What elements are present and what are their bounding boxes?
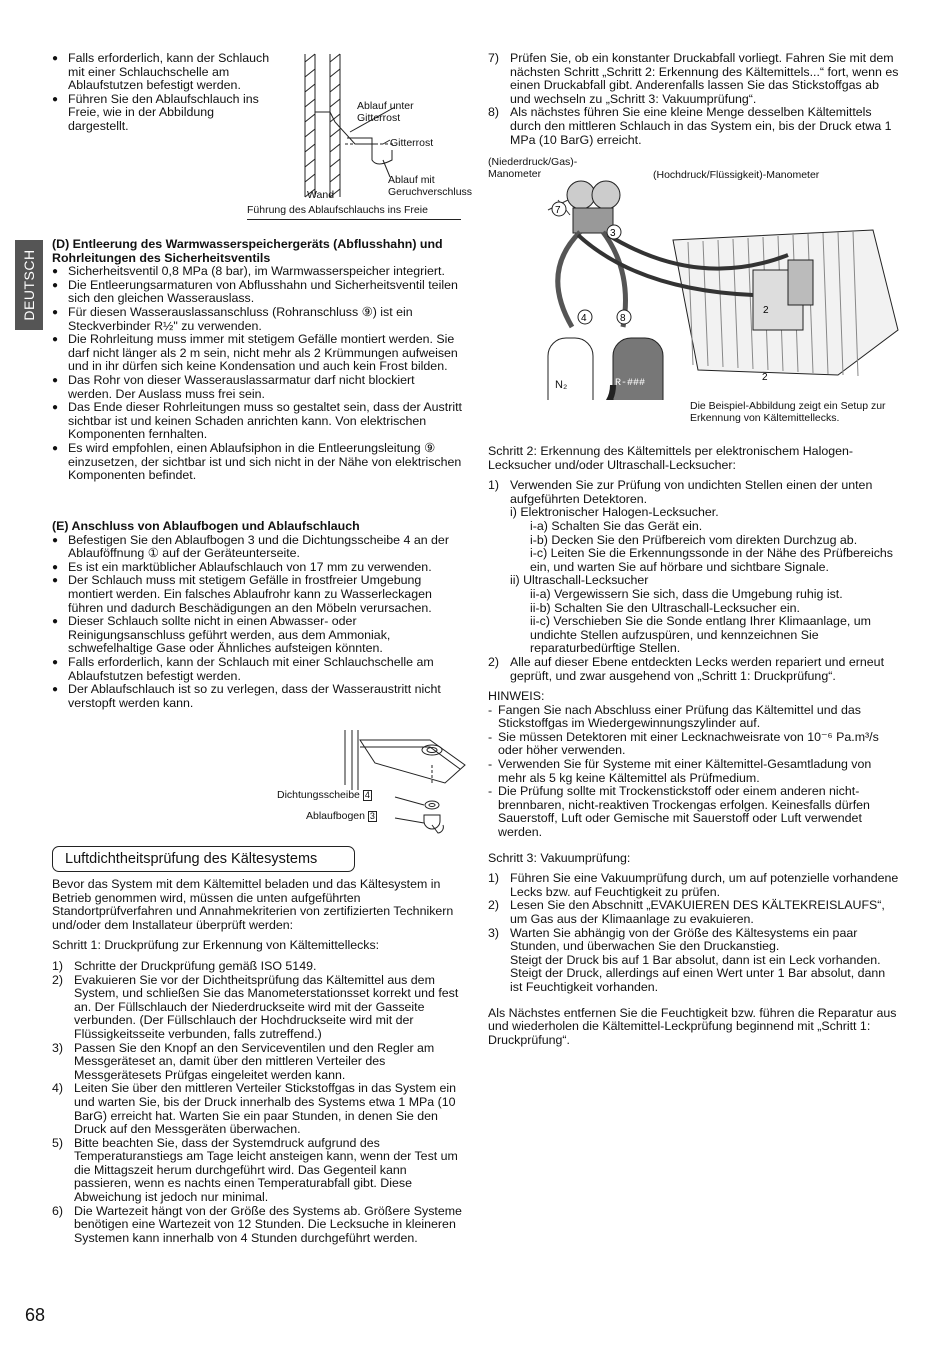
detector-ii-c: ii-c) Verschieben Sie die Sonde entlang Ihrer Klimaanlage, um undichte Stellen aufzuspüren, und kennzeichnen Sie reparaturbedürftige Stellen. — [530, 614, 871, 656]
item-text: Evakuieren Sie vor der Dichtheitsprüfung das Kältemittel aus dem System, und schließen Sie das Manometerstationsset korrekt und fest an. Der Füllschlauch der Niederdruckseite wird mit der Gasseite verbunden. (Der Füllschlauch der Hochdruckseite wird mit der Flüssigkeitsseite verbunden, falls zutreffend.) — [74, 972, 459, 1041]
list-item: ● Der Schlauch muss mit stetigem Gefälle in frostfreier Umgebung montiert werden. Ein falsches Ablaufrohr kann zu Wasserleckagen führen und dadurch Beschädigungen an den Möbeln verursachen. — [52, 574, 462, 615]
list-item: ● Falls erforderlich, kann der Schlauch mit einer Schlauchschelle am Ablaufstutzen befestigt werden. — [52, 656, 462, 683]
list-item: ● Dieser Schlauch sollte nicht in einen Abwasser- oder Reinigungsanschluss geführt werden, aus dem Ammoniak, schwefelhaltige Gase oder Ähnliches aufsteigen könnten. — [52, 615, 462, 656]
item-number: 2) — [488, 654, 500, 669]
fig2-label-ablaufbogen-text: Ablaufbogen — [306, 810, 365, 822]
list-item: ● Es ist ein marktüblicher Ablaufschlauch von 17 mm zu verwenden. — [52, 561, 462, 575]
list-item — [488, 872, 900, 899]
fig3-caption: Die Beispiel-Abbildung zeigt ein Setup zur Erkennung von Kältemittellecks. — [690, 400, 886, 424]
item-number: 3) — [52, 1040, 64, 1055]
item-text: Führen Sie eine Vakuumprüfung durch, um auf potenzielle vorhandene Lecks bzw. auf Feuchtigkeit zu prüfen. — [510, 871, 899, 899]
fig1-caption-rule — [247, 219, 461, 220]
list-item: ● Sicherheitsventil 0,8 MPa (8 bar), im Warmwasserspeicher integriert. — [52, 265, 462, 279]
list-item: ● Befestigen Sie den Ablaufbogen 3 und die Dichtungsscheibe 4 an der Ablauföffnung ① auf der Geräteunterseite. — [52, 534, 462, 561]
fig1-caption: Führung des Ablaufschlauchs ins Freie — [247, 204, 428, 216]
item-text: Warten Sie abhängig von der Größe des Kältesystems ein paar Stunden, und überwachen Sie den Druckanstieg. — [510, 925, 858, 954]
list-item: ● Es wird empfohlen, einen Ablaufsiphon in die Entleerungsleitung ⑨ einzusetzen, der sichtbar ist und sich nicht in der Nähe von elektrischen Komponenten befindet. — [52, 442, 462, 483]
list-item: ● Das Ende dieser Rohrleitungen muss so gestaltet sein, dass der Austritt sichtbar ist und keinen Schaden anrichten kann. Von elektrischen Komponenten fernhalten. — [52, 401, 462, 442]
item-text: Schritte der Druckprüfung gemäß ISO 5149. — [74, 958, 317, 973]
item-number: 3) — [488, 925, 500, 940]
fig1-label-wand: Wand — [307, 189, 335, 201]
list-item — [488, 479, 900, 656]
left-bottom-text — [52, 878, 462, 1245]
item-text: Die Wartezeit hängt von der Größe des Systems ab. Größere Systeme benötigen eine Wartezeit von 12 Stunden. Die Lecksuche in kleineren Systemen kann innerhalb von 4 Stunden durchgeführt werden. — [74, 1203, 462, 1245]
fig2-num-ablaufbogen: 3 — [369, 811, 375, 821]
detector-ii-b: ii-b) Schalten Sie den Ultraschall-Lecksucher ein. — [530, 600, 800, 615]
fig3-num4: 4 — [581, 313, 587, 324]
list-item — [488, 899, 900, 926]
list-item: ● Der Ablaufschlauch ist so zu verlegen, dass der Wasseraustritt nicht verstopft werden kann. — [52, 683, 462, 710]
closing-paragraph: Als Nächstes entfernen Sie die Feuchtigkeit bzw. führen die Reparatur aus und wiederholen die Kältemittel-Leckprüfung beginnend mit „Schritt 1: Druckprüfung“. — [488, 1005, 897, 1047]
intro-paragraph: Bevor das System mit dem Kältemittel beladen und das Kältesystem in Betrieb genommen wird, müssen die unten aufgeführten Standortprüfverfahren und Annahmekriterien von zertifizierten Technikern und/oder dem Installateur überprüft werden: — [52, 877, 454, 932]
step3-note1: Steigt der Druck bis auf 1 Bar absolut, dann ist ein Leck vorhanden. — [510, 952, 881, 967]
detector-i-c: i-c) Leiten Sie die Erkennungssonde in der Nähe des Prüfbereichs ein, und warten Sie auf hörbare und sichtbare Signale. — [530, 546, 893, 574]
right-top-list — [488, 52, 900, 147]
list-item — [488, 52, 900, 106]
item-text: Leiten Sie über den mittleren Verteiler Stickstoffgas in das System ein und warten Sie, bis der Druck innerhalb des Systems etwa 1 MPa (10 BarG) erreicht hat. Warten Sie ein paar Stunden, in denen Sie den Druck auf den Messgeräten überwachen. — [74, 1081, 457, 1137]
list-item — [52, 960, 462, 974]
item-text: Lesen Sie den Abschnitt „EVAKUIEREN DES KÄLTEKREISLAUFS“, um Gas aus der Klimaanlage zu evakuieren. — [510, 898, 885, 926]
list-item: - Verwenden Sie für Systeme mit einer Kältemittel-Gesamtladung von mehr als 5 kg keine Kältemittel als Prüfmedium. — [488, 758, 900, 785]
list-item — [52, 1042, 462, 1083]
hinweis-title: HINWEIS: — [488, 689, 545, 704]
item-number: 1) — [488, 478, 500, 493]
list-item — [488, 106, 900, 147]
item-text: Passen Sie den Knopf an den Serviceventilen und den Regler am Messgeräteset an, damit über den mittleren Verteiler des Messgerätesets Prüfgas eingeleitet werden kann. — [74, 1040, 435, 1082]
item-number: 5) — [52, 1135, 64, 1150]
fig3-num2b: 2 — [762, 372, 768, 383]
item-text: Prüfen Sie, ob ein konstanter Druckabfall vorliegt. Fahren Sie mit dem nächsten Schritt „Schritt 2: Erkennung des Kältemittels...“ fort, wenn es einen Druckabfall gibt. Anderenfalls lassen Sie das Stickstoffgas ab und wechseln zu „Schritt 3: Vakuumprüfung“. — [510, 51, 899, 106]
list-item: ● Falls erforderlich, kann der Schlauch mit einer Schlauchschelle am Ablaufstutzen befestigt werden. — [52, 52, 277, 93]
list-item: ● Die Entleerungsarmaturen von Abflusshahn und Sicherheitsventil teilen sich den gleichen Wasserauslass. — [52, 279, 462, 306]
list-item: ● Die Rohrleitung muss immer mit stetigem Gefälle montiert werden. Sie darf nicht länger als 2 m sein, nicht mehr als 2 Krümmungen aufweisen und in ihr dürfen sich keine Kondensation und auch kein Frost bilden. — [52, 333, 462, 374]
fig3-num2a: 2 — [763, 305, 769, 316]
section-e — [52, 520, 462, 710]
section-e-title: (E) Anschluss von Ablaufbogen und Ablaufschlauch — [52, 519, 360, 533]
fig2-num-dichtung: 4 — [364, 790, 370, 800]
detector-ii-title: ii) Ultraschall-Lecksucher — [510, 573, 649, 588]
drain-elbow-figure — [340, 725, 470, 840]
fig1-label-ablauf-mit: Ablauf mit Geruchverschluss — [388, 174, 473, 198]
language-tab-label: DEUTSCH — [21, 249, 37, 321]
language-tab — [15, 240, 43, 330]
step3-title: Schritt 3: Vakuumprüfung: — [488, 850, 631, 865]
fig1-label-gitterrost: Gitterrost — [390, 137, 434, 149]
fig1-label-ablauf-unter: Ablauf unter Gitterrost — [357, 100, 414, 124]
item-text: Bitte beachten Sie, dass der Systemdruck aufgrund des Temperaturanstiegs am Tage leicht ansteigen kann, wenn der Test um die Mittagszeit herum durchgeführt wird. Das Gegenteil kann passieren, wenn es nachts einen Temperaturabfall gibt. Diese Abweichung ist jedoch nur minimal. — [74, 1135, 458, 1205]
item-number: 1) — [52, 958, 64, 973]
section-heading: Luftdichtheitsprüfung des Kältesystems — [65, 851, 318, 867]
page-number: 68 — [25, 1305, 46, 1325]
detector-i-a: i-a) Schalten Sie das Gerät ein. — [530, 518, 703, 533]
list-item — [488, 656, 900, 683]
list-item: - Sie müssen Detektoren mit einer Lecknachweisrate von 10⁻⁶ Pa.m³/s oder höher verwenden. — [488, 731, 900, 758]
list-item: - Die Prüfung sollte mit Trockenstickstoff oder einem anderen nicht-brennbaren, nicht-reaktiven Trockengas erfolgen. Keinesfalls dürfen Sauerstoff, Luft oder Gemische mit Sauerstoff oder Luft verwendet werden. — [488, 785, 900, 839]
list-item — [52, 1082, 462, 1136]
item-number: 8) — [488, 105, 500, 120]
fig3-label-high: (Hochdruck/Flüssigkeit)-Manometer — [653, 169, 820, 181]
fig3-num3: 3 — [610, 228, 616, 239]
list-item — [52, 1137, 462, 1205]
detector-i-title: i) Elektronischer Halogen-Lecksucher. — [510, 505, 719, 520]
item-number: 1) — [488, 871, 500, 886]
section-heading-box — [52, 846, 355, 872]
item-text: Als nächstes führen Sie eine kleine Menge desselben Kältemittels durch den mittleren Schlauch in das System ein, bis der Druck etwa 1 MPa (10 BarG) erreicht. — [510, 105, 892, 147]
fig3-label-low: (Niederdruck/Gas)- Manometer — [488, 156, 578, 180]
list-item: ● Führen Sie den Ablaufschlauch ins Freie, wie in der Abbildung dargestellt. — [52, 93, 277, 134]
list-item — [52, 1205, 462, 1246]
item-number: 2) — [52, 972, 64, 987]
fig3-refrigerant-label: R-### — [615, 378, 646, 389]
fig2-label-dichtung-text: Dichtungsscheibe — [277, 789, 360, 801]
leak-detection-figure — [488, 180, 900, 400]
step3-note2: Steigt der Druck, allerdings auf einen Wert unter 1 Bar absolut, dann ist Feuchtigkeit vorhanden. — [510, 966, 886, 994]
list-item: - Fangen Sie nach Abschluss einer Prüfung das Kältemittel und das Stickstoffgas im Wiedergewinnungszylinder auf. — [488, 704, 900, 731]
fig2-label-ablaufbogen — [306, 811, 377, 823]
section-d-title: (D) Entleerung des Warmwasserspeichergeräts (Abflusshahn) und Rohrleitungen des Sicherheitsventils — [52, 237, 443, 265]
detector-ii-a: ii-a) Vergewissern Sie sich, dass die Umgebung ruhig ist. — [530, 586, 843, 601]
fig3-num8: 8 — [620, 313, 626, 324]
detector-i-b: i-b) Decken Sie den Prüfbereich vom direkten Durchzug ab. — [530, 532, 858, 547]
list-item — [52, 974, 462, 1042]
item-number: 6) — [52, 1203, 64, 1218]
list-item: ● Das Rohr von dieser Wasserauslassarmatur darf nicht blockiert werden. Der Auslass muss frei sein. — [52, 374, 462, 401]
right-bottom-text — [488, 445, 900, 1047]
item-number: 2) — [488, 898, 500, 913]
fig3-n2-label: N₂ — [555, 379, 568, 391]
item-number: 7) — [488, 51, 500, 65]
left-top-bullets — [52, 52, 277, 134]
item-number: 4) — [52, 1081, 64, 1096]
list-item: ● Für diesen Wasserauslassanschluss (Rohranschluss ⑨) ist ein Steckverbinder R½" zu verwenden. — [52, 306, 462, 333]
step1-title: Schritt 1: Druckprüfung zur Erkennung von Kältemittellecks: — [52, 938, 380, 953]
section-d — [52, 238, 462, 483]
fig2-label-dichtung — [277, 790, 372, 802]
item-text: Alle auf dieser Ebene entdeckten Lecks werden repariert und erneut geprüft, und zwar ausgehend von „Schritt 1: Druckprüfung“. — [510, 654, 885, 683]
item-text: Verwenden Sie zur Prüfung von undichten Stellen einen der unten aufgeführten Detektoren. — [510, 478, 873, 506]
step2-title: Schritt 2: Erkennung des Kältemittels per elektronischem Halogen-Lecksucher und/oder Ultraschall-Lecksucher: — [488, 444, 854, 472]
list-item — [488, 927, 900, 995]
fig3-num7: 7 — [555, 205, 561, 216]
